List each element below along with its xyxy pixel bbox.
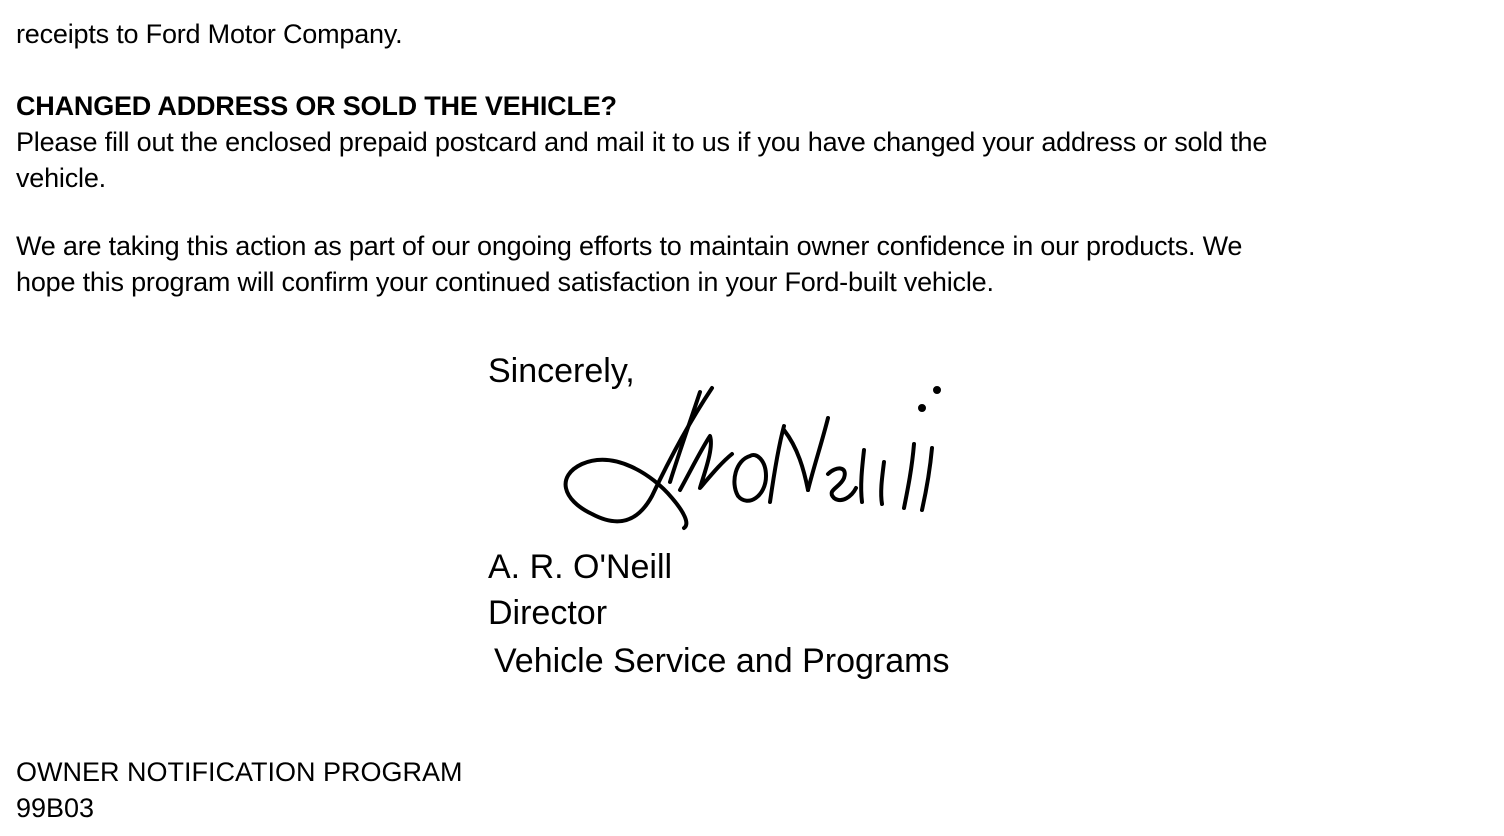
address-paragraph-line-2: vehicle. [16,163,106,193]
closing-paragraph-line-2: hope this program will confirm your continued satisfaction in your Ford-built vehicle. [16,267,994,297]
closing-paragraph-line-1: We are taking this action as part of our ongoing efforts to maintain owner confidence in our products. We [16,231,1243,261]
address-paragraph-line-1: Please fill out the enclosed prepaid postcard and mail it to us if you have changed your address or sold the [16,127,1268,157]
intro-tail-text: receipts to Ford Motor Company. [16,19,403,49]
signer-title: Director [488,594,608,632]
signer-department: Vehicle Service and Programs [494,642,950,680]
salutation: Sincerely, [488,352,635,390]
handwritten-signature [552,378,962,548]
address-heading: CHANGED ADDRESS OR SOLD THE VEHICLE? [16,91,617,121]
program-name: OWNER NOTIFICATION PROGRAM [16,757,463,787]
program-code: 99B03 [16,793,95,823]
signer-name: A. R. O'Neill [488,548,673,586]
